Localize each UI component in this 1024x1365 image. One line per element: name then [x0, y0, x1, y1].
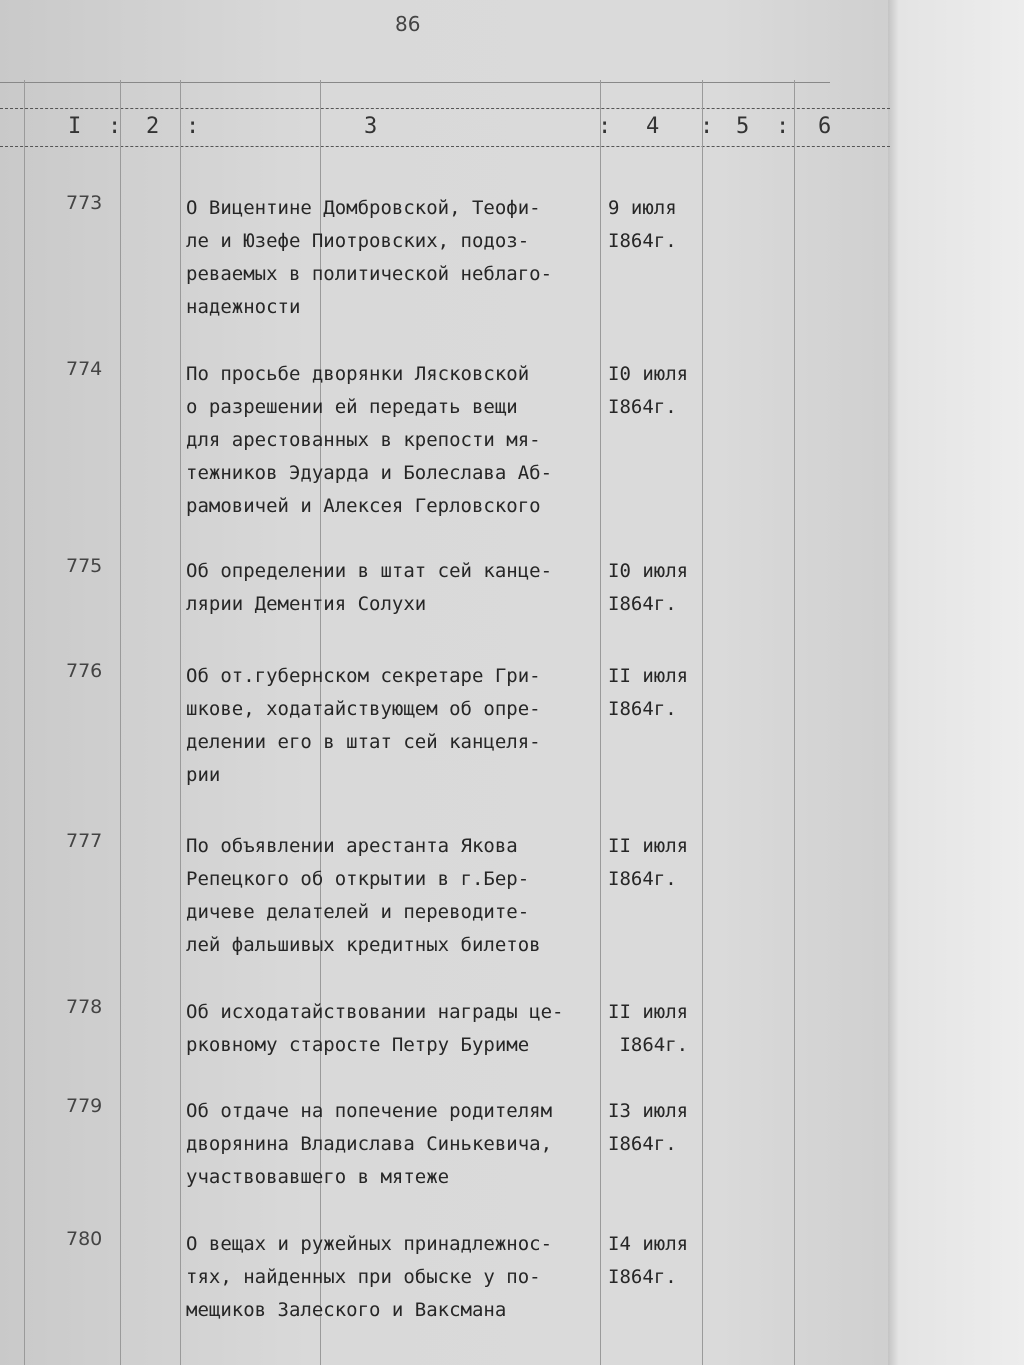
entry-number: 774 [66, 358, 103, 380]
entry-subject: По объявлении арестанта Якова Репецкого об открытии в г.Бер- дичеве делателей и переводите- лей фальшивых кредитных билетов [186, 835, 541, 956]
entry-number: 779 [66, 1095, 103, 1117]
entry-subject: О Вицентине Домбровской, Теофи- ле и Юзефе Пиотровских, подоз- реваемых в политической неблаго- надежности [186, 197, 553, 318]
page-number: 86 [395, 12, 421, 36]
column-header-2: 2 [146, 114, 160, 139]
entry-date: II июля I864г. [608, 1001, 689, 1056]
entry-date: I0 июля I864г. [608, 363, 689, 418]
entry-number: 780 [66, 1228, 103, 1250]
entry-date: 9 июля I864г. [608, 197, 677, 252]
column-header-6: 6 [818, 114, 832, 139]
entry-number: 773 [66, 192, 103, 214]
entry-number: 775 [66, 555, 103, 577]
entry-date: I4 июля I864г. [608, 1233, 689, 1288]
column-header-3: 3 [364, 114, 378, 139]
entry-date: I3 июля I864г. [608, 1100, 689, 1155]
entry-subject: О вещах и ружейных принадлежнос- тях, найденных при обыске у по- мещиков Залеского и Ваксмана [186, 1233, 553, 1321]
column-header-1: I [68, 114, 82, 139]
entry-subject: Об исходатайствовании награды це- рковному старосте Петру Буриме [186, 1001, 564, 1056]
entry-subject: Об определении в штат сей канце- лярии Дементия Солухи [186, 560, 553, 615]
entry-date: II июля I864г. [608, 665, 689, 720]
entry-subject: По просьбе дворянки Лясковской о разрешении ей передать вещи для арестованных в крепости мя- тежников Эдуарда и Болеслава Аб- рамовичей и Алексея Герловского [186, 363, 553, 517]
entry-number: 778 [66, 996, 103, 1018]
entry-date: I0 июля I864г. [608, 560, 689, 615]
column-header-5: 5 [736, 114, 750, 139]
entry-subject: Об от.губернском секретаре Гри- шкове, ходатайствующем об опре- делении его в штат сей канцеля- рии [186, 665, 541, 786]
column-header-4: 4 [646, 114, 660, 139]
entry-number: 776 [66, 660, 103, 682]
entry-number: 777 [66, 830, 103, 852]
column-header-row: I : 2 : 3 : 4 : 5 : 6 [68, 114, 832, 139]
entry-subject: Об отдаче на попечение родителям дворянина Владислава Синькевича, участвовавшего в мятеже [186, 1100, 553, 1188]
entry-date: II июля I864г. [608, 835, 689, 890]
